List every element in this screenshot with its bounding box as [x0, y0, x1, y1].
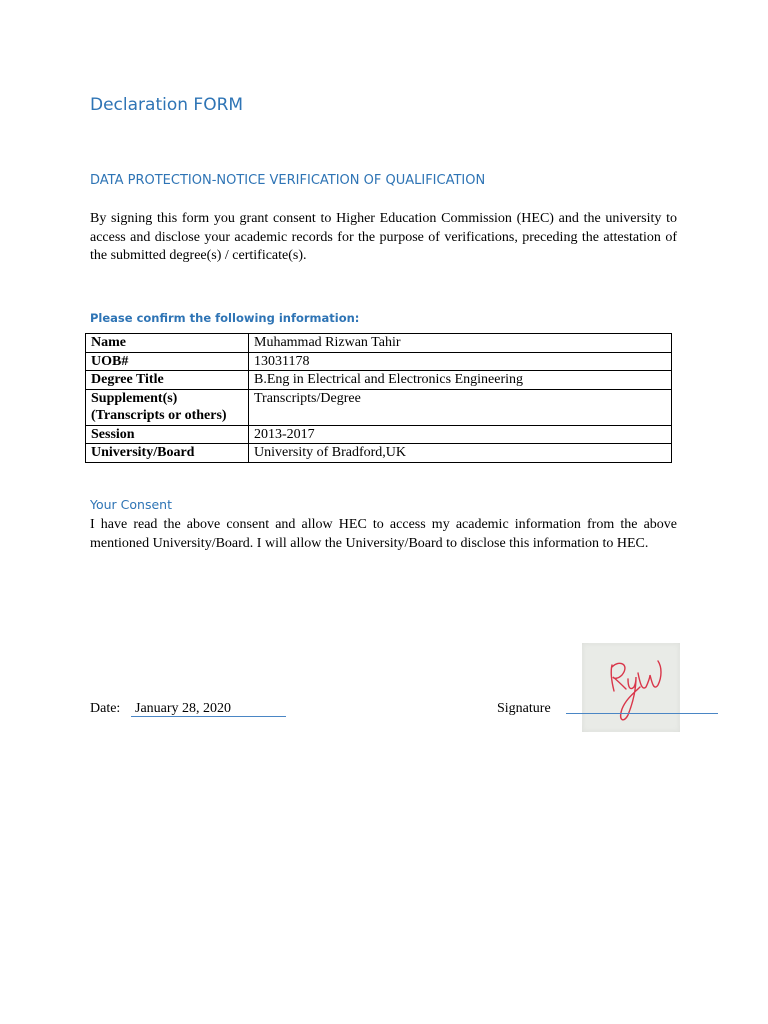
row-label: Degree Title	[86, 371, 249, 390]
handwritten-signature	[582, 643, 680, 732]
row-label: University/Board	[86, 444, 249, 463]
confirm-info-heading: Please confirm the following information:	[90, 311, 360, 325]
signature-label: Signature	[497, 701, 551, 716]
row-value: 13031178	[249, 352, 672, 371]
row-value: Muhammad Rizwan Tahir	[249, 334, 672, 353]
section-title: DATA PROTECTION-NOTICE VERIFICATION OF QUALIFICATION	[90, 173, 486, 188]
consent-paragraph: I have read the above consent and allow HEC to access my academic information from the above mentioned University/Board. I will allow the University/Board to disclose this information to HEC.	[90, 517, 677, 551]
form-title: Declaration FORM	[90, 95, 244, 115]
date-underline	[131, 716, 286, 717]
row-label-multiline	[86, 389, 249, 425]
table-row	[86, 352, 672, 371]
table-row	[86, 425, 672, 444]
row-value: 2013-2017	[249, 425, 672, 444]
consent-heading: Your Consent	[90, 497, 172, 512]
row-value: B.Eng in Electrical and Electronics Engineering	[249, 371, 672, 390]
row-label: Session	[86, 425, 249, 444]
row-value: Transcripts/Degree	[249, 389, 672, 425]
table-row	[86, 444, 672, 463]
table-row	[86, 371, 672, 390]
row-label: UOB#	[86, 352, 249, 371]
date-label: Date:	[90, 701, 121, 716]
info-table	[85, 333, 672, 463]
table-row	[86, 389, 672, 425]
signature-underline	[566, 713, 718, 714]
row-label-line: (Transcripts or others)	[91, 408, 227, 423]
date-value: January 28, 2020	[135, 701, 232, 716]
row-label-line: Supplement(s)	[91, 390, 178, 406]
row-value: University of Bradford,UK	[249, 444, 672, 463]
row-label: Name	[86, 334, 249, 353]
intro-paragraph: By signing this form you grant consent to Higher Education Commission (HEC) and the university to access and disclose your academic records for the purpose of verifications, preceding the attestation of the submitted degree(s) / certificate(s).	[90, 211, 677, 263]
signature-image	[582, 643, 680, 732]
table-row	[86, 334, 672, 353]
